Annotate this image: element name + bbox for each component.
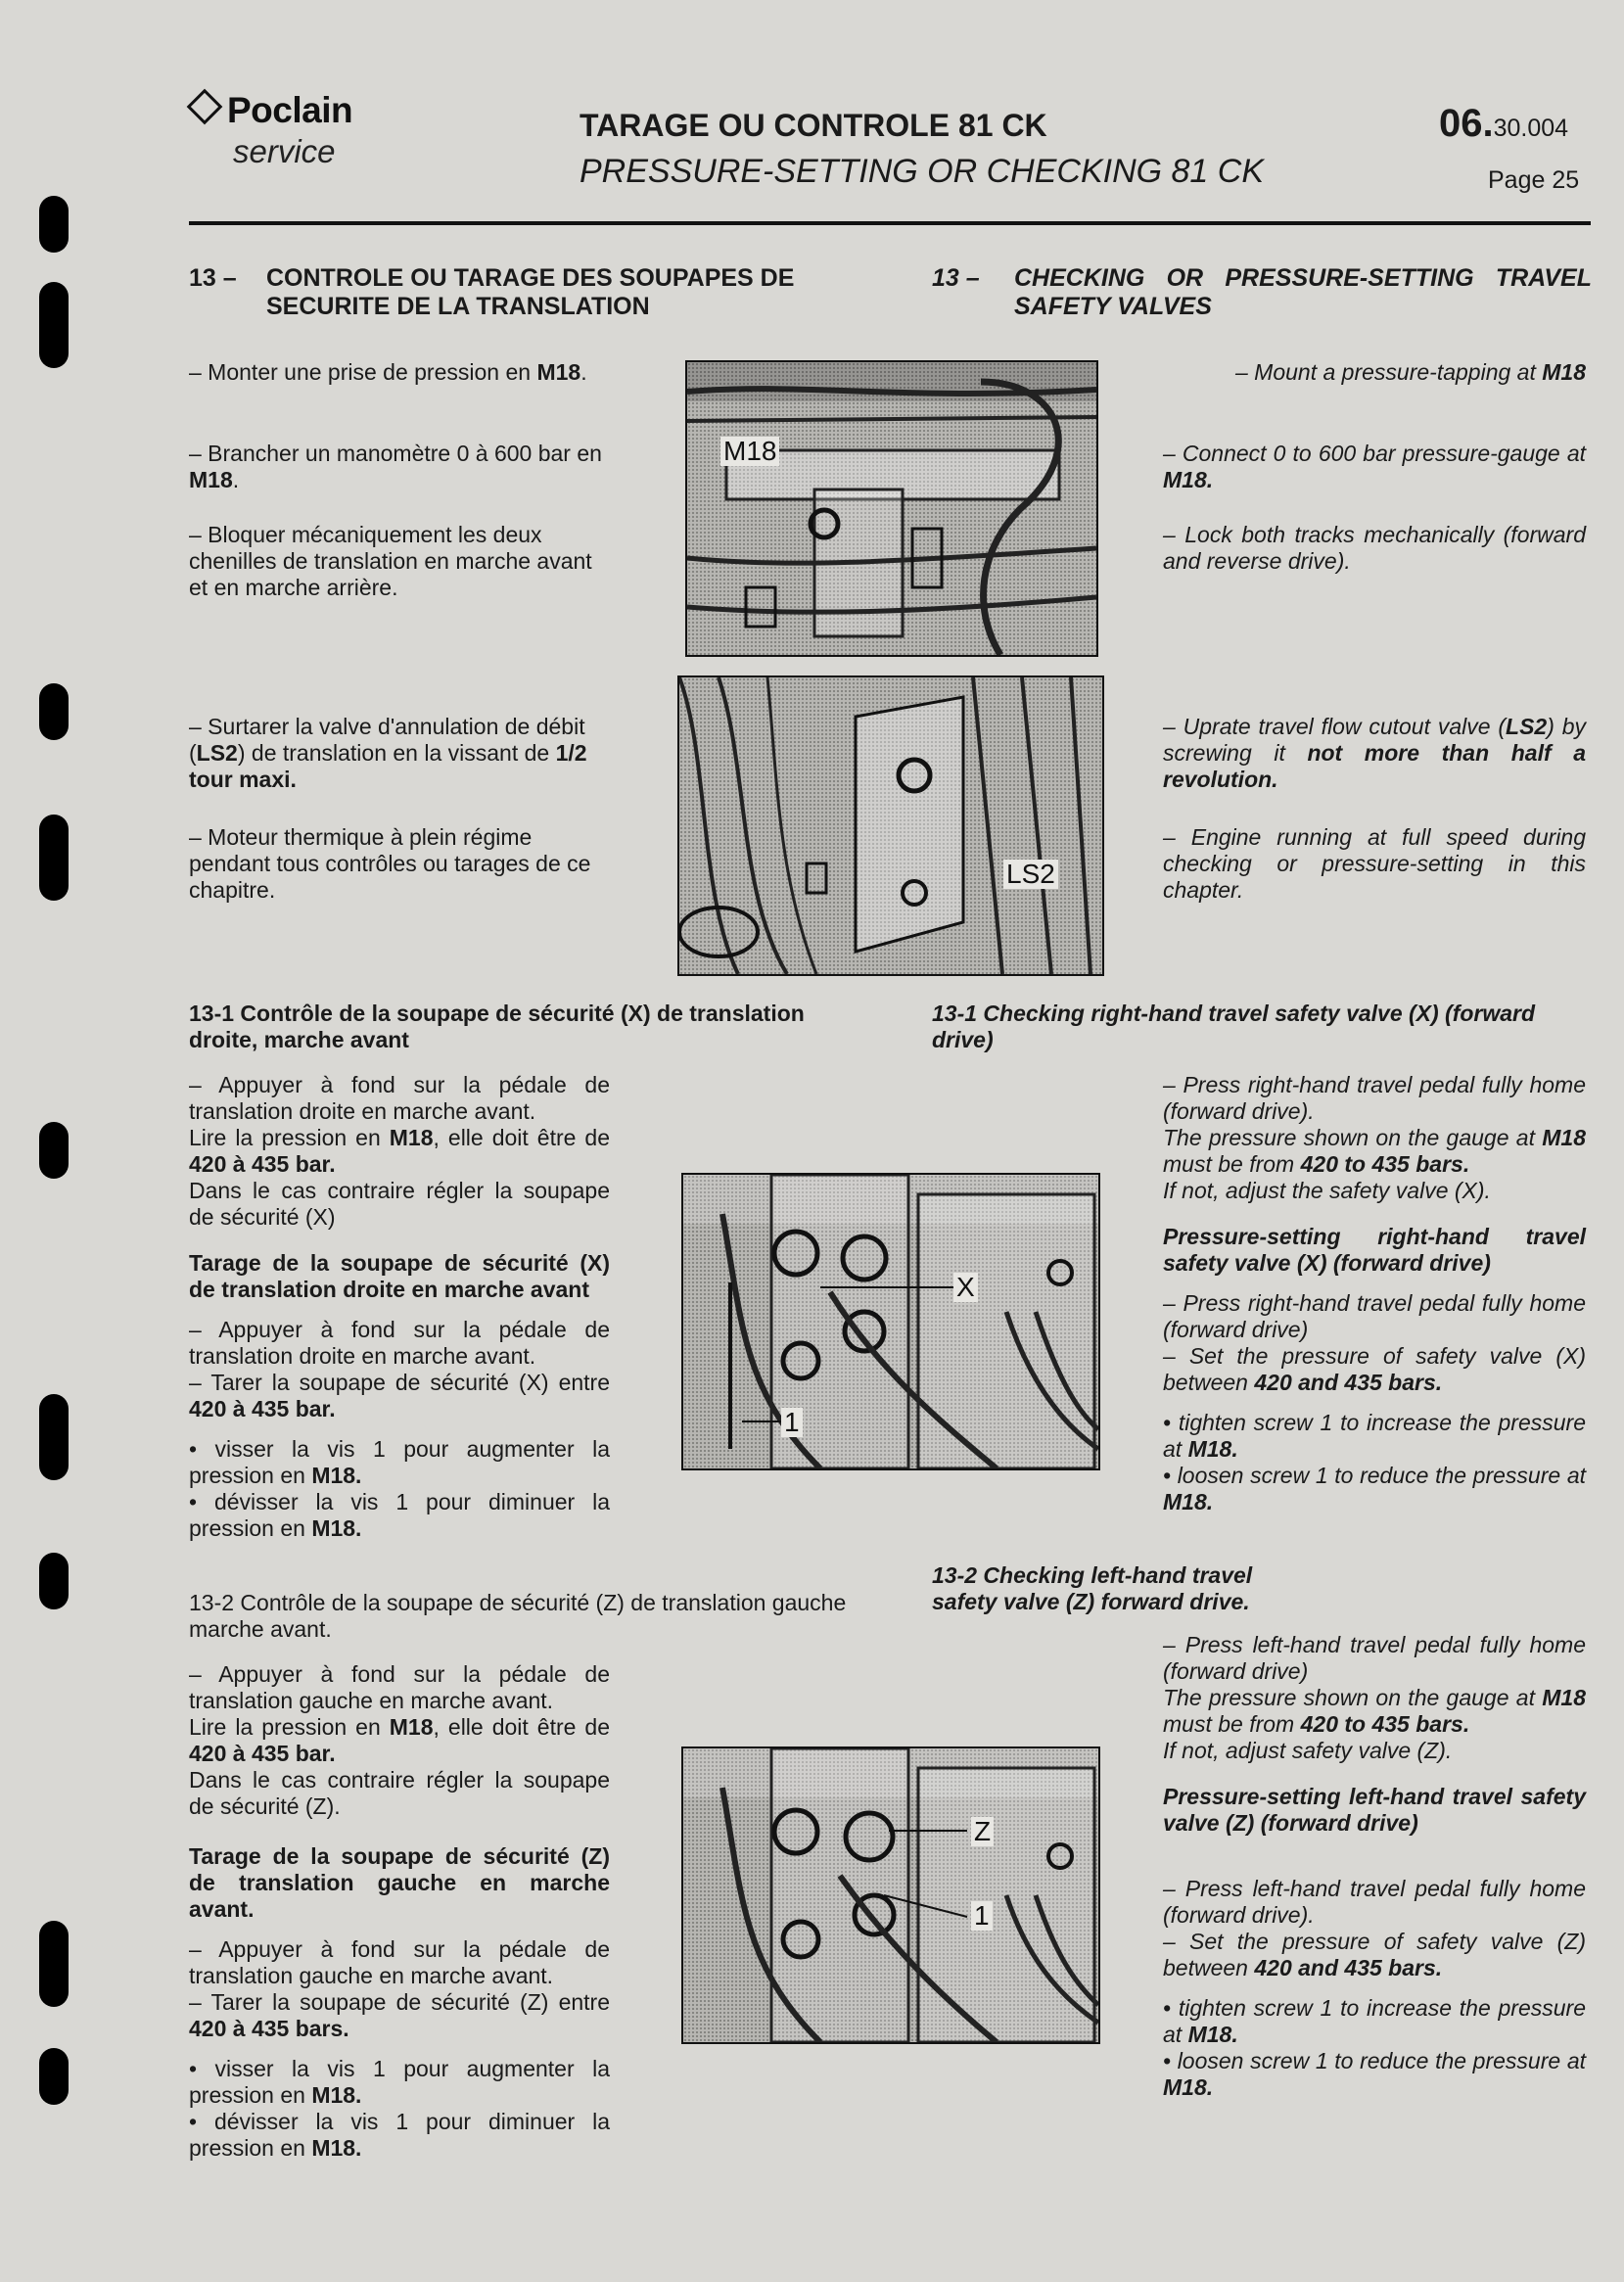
en-block: – Press left-hand travel pedal fully home (forward drive) The pressure shown on the gauge at M18 must be from 420 to 435 bars. If not, adjust safety valve (Z). Pressure-setting left-hand travel safety valve (Z) (forward drive) – Press left-hand travel pedal fully home (forward drive). – Set the pressure of safety valve (Z) between 420 and 435 bars. • tighten screw 1 to increase the pressure at M18. • loosen screw 1 to reduce the pressure at M18. xyxy=(1163,1632,1586,2100)
en-paragraph: – Connect 0 to 600 bar pressure-gauge at M18. xyxy=(1163,441,1586,492)
section-number-en: 13 – xyxy=(932,264,980,292)
subsection-heading-en: 13-2 Checking left-hand travel safety valve (Z) forward drive. xyxy=(932,1562,1253,1614)
fr-block: – Appuyer à fond sur la pédale de translation gauche en marche avant. Lire la pression en M18, elle doit être de 420 à 435 bar. Dans le cas contraire régler la soupape de sécurité (Z). Tarage de la soupape de sécurité (Z) de translation gauche en marche avant. – Appuyer à fond sur la pédale de translation gauche en marche avant. – Tarer la soupape de sécurité (Z) entre 420 à 435 bars. • visser la vis 1 pour augmenter la pression en M18. • dévisser la vis 1 pour diminuer la pression en M18. xyxy=(189,1661,610,2161)
subsection-heading-en: 13-1 Checking right-hand travel safety valve (X) (forward drive) xyxy=(932,1001,1536,1052)
photo-safety-valve-x xyxy=(681,1173,1100,1470)
binder-hole xyxy=(39,2048,69,2105)
page-number: Page 25 xyxy=(1488,166,1580,194)
section-number-fr: 13 – xyxy=(189,264,237,292)
section-title-en: CHECKING OR PRESSURE-SETTING TRAVEL SAFETY VALVES xyxy=(1014,264,1592,320)
binder-hole xyxy=(39,815,69,901)
fr-paragraph: – Monter une prise de pression en M18. xyxy=(189,359,587,385)
fr-block: – Appuyer à fond sur la pédale de translation droite en marche avant. Lire la pression en M18, elle doit être de 420 à 435 bar. Dans le cas contraire régler la soupape de sécurité (X) Tarage de la soupape de sécurité (X) de translation droite en marche avant – Appuyer à fond sur la pédale de translation droite en marche avant. – Tarer la soupape de sécurité (X) entre 420 à 435 bar. • visser la vis 1 pour augmenter la pression en M18. • dévisser la vis 1 pour diminuer la pression en M18. xyxy=(189,1072,610,1541)
photo-m18-pressure-tap xyxy=(685,360,1098,657)
en-block: – Press right-hand travel pedal fully home (forward drive). The pressure shown on the gauge at M18 must be from 420 to 435 bars. If not, adjust the safety valve (X). Pressure-setting right-hand travel safety valve (X) (forward drive) – Press right-hand travel pedal fully home (forward drive) – Set the pressure of safety valve (X) between 420 and 435 bars. • tighten screw 1 to increase the pressure at M18. • loosen screw 1 to reduce the pressure at M18. xyxy=(1163,1072,1586,1514)
header-divider xyxy=(189,221,1591,225)
fr-paragraph: – Bloquer mécaniquement les deux chenilles de translation en marche avant et en marche arrière. xyxy=(189,522,592,600)
callout-ls2: LS2 xyxy=(1003,860,1058,889)
subsection-heading-fr: 13-2 Contrôle de la soupape de sécurité (Z) de translation gauche marche avant. xyxy=(189,1590,847,1642)
en-paragraph: – Lock both tracks mechanically (forward and reverse drive). xyxy=(1163,522,1586,574)
fr-paragraph: – Moteur thermique à plein régime pendant tous contrôles ou tarages de ce chapitre. xyxy=(189,824,591,903)
photo-ls2-valve xyxy=(677,675,1104,976)
brand-service: service xyxy=(233,133,336,169)
fr-paragraph: – Surtarer la valve d'annulation de débit (LS2) de translation en la vissant de 1/2 tour maxi. xyxy=(189,714,587,792)
photo-safety-valve-z xyxy=(681,1746,1100,2044)
binder-hole xyxy=(39,1921,69,2007)
binder-hole xyxy=(39,1122,69,1179)
callout-x: X xyxy=(953,1273,978,1302)
subsection-heading-fr: 13-1 Contrôle de la soupape de sécurité (X) de translation droite, marche avant xyxy=(189,1001,805,1052)
en-paragraph: – Mount a pressure-tapping at M18 xyxy=(1235,359,1586,385)
binder-hole xyxy=(39,196,69,253)
page-title-fr: TARAGE OU CONTROLE 81 CK xyxy=(580,108,1047,143)
diamond-icon xyxy=(187,89,223,125)
binder-hole xyxy=(39,1394,69,1480)
document-number: 06.30.004 xyxy=(1439,102,1569,145)
callout-m18: M18 xyxy=(720,437,779,466)
binder-hole xyxy=(39,683,69,740)
callout-screw-1: 1 xyxy=(971,1901,993,1931)
brand-logo: Poclain xyxy=(192,90,352,131)
binder-hole xyxy=(39,282,69,368)
section-title-fr: CONTROLE OU TARAGE DES SOUPAPES DE SECURITE DE LA TRANSLATION xyxy=(266,264,795,320)
en-paragraph: – Uprate travel flow cutout valve (LS2) by screwing it not more than half a revolution. xyxy=(1163,714,1586,792)
page-title-en: PRESSURE-SETTING OR CHECKING 81 CK xyxy=(580,153,1265,190)
callout-screw-1: 1 xyxy=(781,1408,803,1437)
binder-hole xyxy=(39,1553,69,1609)
callout-z: Z xyxy=(971,1817,994,1846)
fr-paragraph: – Brancher un manomètre 0 à 600 bar en M18. xyxy=(189,441,602,492)
en-paragraph: – Engine running at full speed during checking or pressure-setting in this chapter. xyxy=(1163,824,1586,903)
